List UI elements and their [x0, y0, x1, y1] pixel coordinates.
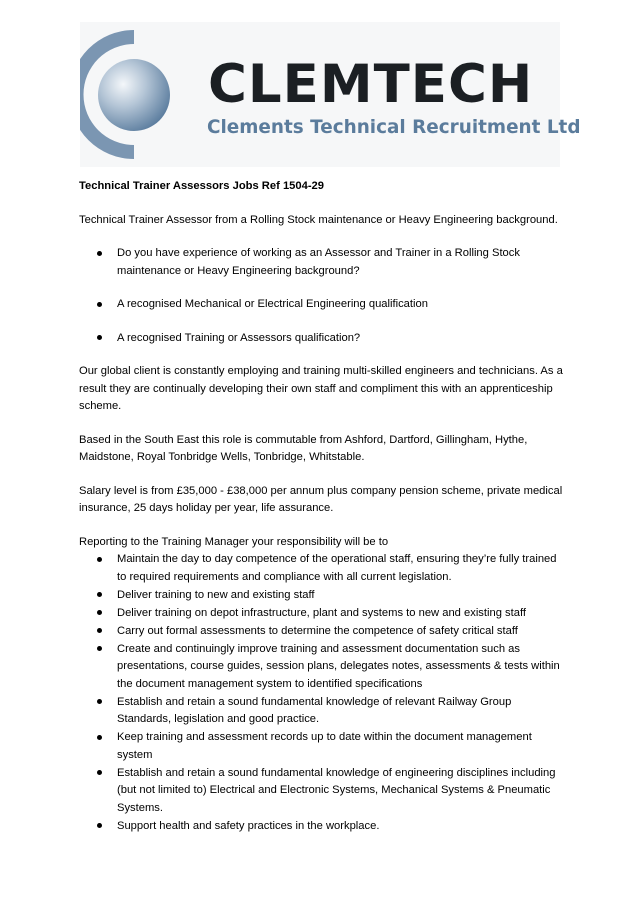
company-logo [80, 22, 581, 167]
list-item: Establish and retain a sound fundamental knowledge of engineering disciplines including (but not limited to) Electrical and Electronic Systems, Mechanical Systems & Pneumatic Systems. [79, 765, 564, 818]
list-item: Deliver training to new and existing staff [79, 587, 564, 605]
bullet-icon [97, 823, 102, 828]
bullet-icon [97, 302, 102, 307]
salary-paragraph: Salary level is from £35,000 - £38,000 per annum plus company pension scheme, private medical insurance, 25 days holiday per year, life assurance. [79, 484, 563, 514]
bullet-icon [97, 770, 102, 775]
client-paragraph: Our global client is constantly employing and training multi-skilled engineers and technicians. As a result they are continually developing their own staff and compliment this with an apprenticeship scheme. [79, 365, 563, 412]
logo-brand-text: CLEMTECH [208, 54, 534, 115]
bullet-icon [97, 628, 102, 633]
list-item: Establish and retain a sound fundamental knowledge of relevant Railway Group Standards, legislation and good practice. [79, 694, 564, 729]
list-item: Create and continuingly improve training and assessment documentation such as presentations, course guides, session plans, delegates notes, assessments & tests within the document management system to identified specifications [79, 641, 564, 694]
requirements-list [79, 245, 564, 347]
intro-paragraph: Technical Trainer Assessor from a Rolling Stock maintenance or Heavy Engineering background. [79, 213, 558, 226]
bullet-icon [97, 646, 102, 651]
list-item: Do you have experience of working as an Assessor and Trainer in a Rolling Stock maintenance or Heavy Engineering background? [79, 245, 564, 280]
logo-subtitle: Clements Technical Recruitment Ltd [207, 117, 581, 138]
bullet-icon [97, 610, 102, 615]
reporting-paragraph: Reporting to the Training Manager your responsibility will be to [79, 535, 389, 548]
list-item: Deliver training on depot infrastructure, plant and systems to new and existing staff [79, 605, 564, 623]
bullet-icon [97, 557, 102, 562]
list-item: Maintain the day to day competence of the operational staff, ensuring they’re fully trained to required requirements and compliance with all current legislation. [79, 551, 564, 586]
bullet-icon [97, 335, 102, 340]
bullet-icon [97, 251, 102, 256]
job-title: Technical Trainer Assessors Jobs Ref 1504-29 [79, 180, 325, 192]
bullet-icon [97, 699, 102, 704]
list-item: Carry out formal assessments to determine the competence of safety critical staff [79, 623, 564, 641]
job-description [79, 178, 564, 836]
responsibilities-list [79, 551, 564, 835]
bullet-icon [97, 735, 102, 740]
list-item: A recognised Training or Assessors qualification? [79, 330, 564, 348]
bullet-icon [97, 592, 102, 597]
list-item: Keep training and assessment records up to date within the document management system [79, 729, 564, 764]
location-paragraph: Based in the South East this role is commutable from Ashford, Dartford, Gillingham, Hythe, Maidstone, Royal Tonbridge Wells, Tonbridge, Whitstable. [79, 433, 528, 463]
list-item: Support health and safety practices in the workplace. [79, 818, 564, 836]
list-item: A recognised Mechanical or Electrical Engineering qualification [79, 296, 564, 314]
